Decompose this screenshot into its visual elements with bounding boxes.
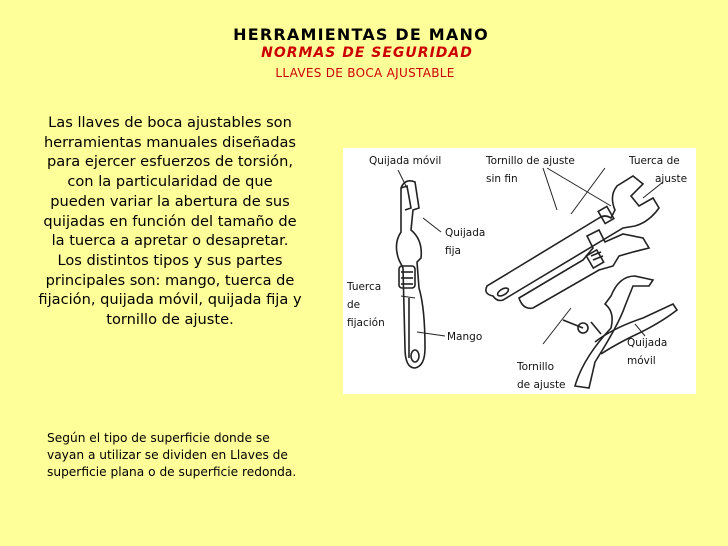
label-tornillo-sin-fin: Tornillo de ajuste <box>486 155 575 167</box>
label-tornillo-ajuste: Tornillo <box>517 361 555 373</box>
label-tuerca-ajuste-2: ajuste <box>655 173 688 185</box>
page-title: HERRAMIENTAS DE MANO <box>233 25 489 44</box>
description-paragraph: Las llaves de boca ajustables son herramientas manuales diseñadas para ejercer esfuerzos de torsión, con la particularidad de que pueden variar la abertura de sus quijadas en función del tamaño de la tuerca a apretar o desapretar. Los distintos tipos y sus partes principales son: mango, tuerca de fijación, quijada móvil, quijada fija y tornillo de ajuste. <box>38 114 302 329</box>
wrench-illustration <box>343 148 696 394</box>
label-mango: Mango <box>447 331 483 343</box>
wrench-diagram <box>343 148 696 394</box>
label-tornillo-sin-fin-2: sin fin <box>486 173 518 185</box>
label-quijada-movil: Quijada móvil <box>369 155 442 167</box>
section-heading: LLAVES DE BOCA AJUSTABLE <box>275 66 455 80</box>
label-tuerca-fijacion-3: fijación <box>347 317 385 329</box>
label-quijada-fija-2: fija <box>445 245 461 257</box>
label-tuerca-fijacion-2: de <box>347 299 361 311</box>
label-tornillo-ajuste-2: de ajuste <box>517 379 566 391</box>
classification-note: Según el tipo de superficie donde se vayan a utilizar se dividen en Llaves de superficie plana o de superficie redonda. <box>47 431 297 479</box>
page-subtitle: NORMAS DE SEGURIDAD <box>261 45 473 61</box>
label-quijada-movil-pliers: Quijada <box>627 337 668 349</box>
locking-pliers-drawing <box>563 276 677 388</box>
label-tuerca-ajuste: Tuerca de <box>629 155 680 167</box>
label-quijada-movil-pliers-2: móvil <box>627 355 656 367</box>
pipe-wrench-drawing <box>396 181 425 368</box>
label-quijada-fija: Quijada <box>445 227 486 239</box>
label-tuerca-fijacion: Tuerca <box>347 281 382 293</box>
adjustable-wrench-drawing <box>486 176 659 301</box>
leader-lines <box>398 168 663 344</box>
